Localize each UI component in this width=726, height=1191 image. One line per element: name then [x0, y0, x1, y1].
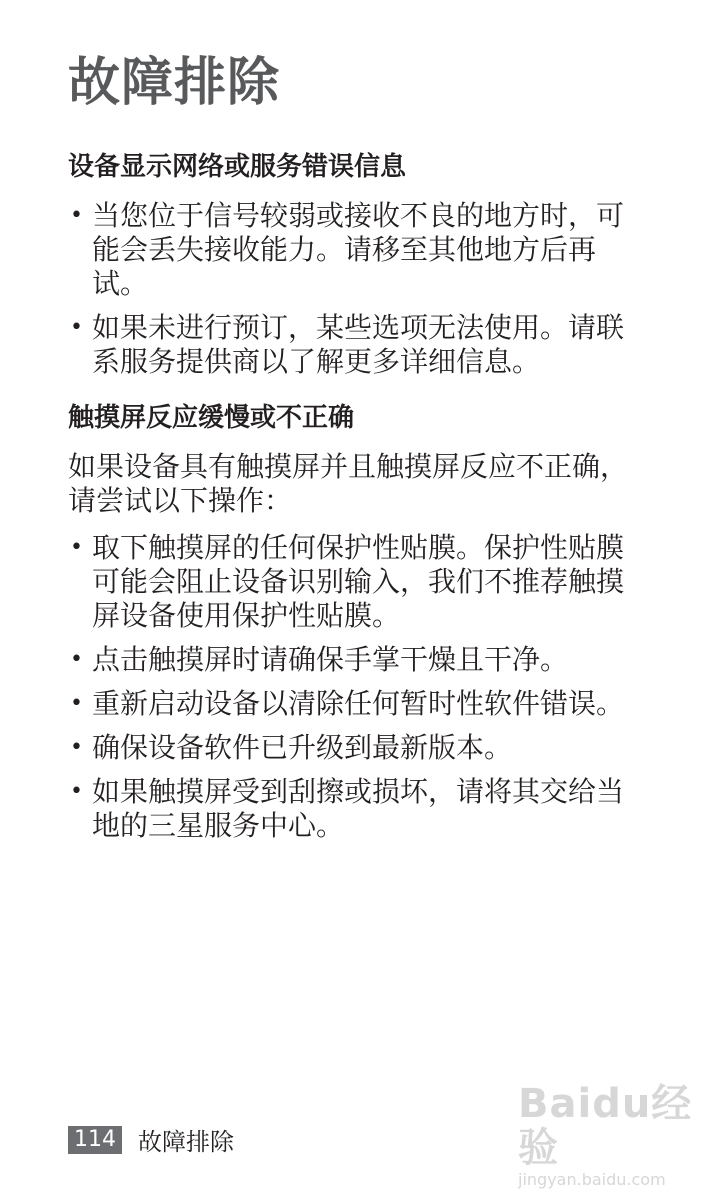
bullet-list-touchscreen: [68, 531, 648, 853]
list-item: [68, 687, 648, 721]
list-item: [68, 643, 648, 677]
page-footer: [68, 1122, 234, 1157]
bullet-list-network-error: [68, 199, 648, 389]
bullet-icon: •: [70, 735, 83, 760]
list-item-text: 取下触摸屏的任何保护性贴膜。保护性贴膜可能会阻止设备识别输入，我们不推荐触摸屏设备使用保护性贴膜。: [92, 531, 625, 632]
list-item-text: 如果触摸屏受到刮擦或损坏，请将其交给当地的三星服务中心。: [92, 775, 625, 842]
bullet-icon: •: [70, 691, 83, 716]
list-item: [68, 775, 648, 843]
watermark-url: jingyan.baidu.com: [518, 1170, 666, 1189]
watermark-logo: Baidu经验: [518, 1081, 693, 1171]
bullet-icon: •: [70, 647, 83, 672]
list-item: [68, 731, 648, 765]
list-item-text: 重新启动设备以清除任何暂时性软件错误。: [92, 687, 625, 720]
section-heading-touchscreen: 触摸屏反应缓慢或不正确: [68, 403, 355, 433]
list-item: [68, 311, 648, 379]
section-heading-network-error: 设备显示网络或服务错误信息: [68, 152, 407, 182]
intro-paragraph: 如果设备具有触摸屏并且触摸屏反应不正确，请尝试以下操作：: [68, 450, 629, 517]
bullet-icon: •: [70, 779, 83, 804]
page-title: 故障排除: [68, 53, 281, 113]
list-item-text: 如果未进行预订，某些选项无法使用。请联系服务提供商以了解更多详细信息。: [92, 311, 625, 378]
bullet-icon: •: [70, 535, 83, 560]
footer-title: 故障排除: [138, 1128, 234, 1156]
list-item-text: 当您位于信号较弱或接收不良的地方时，可能会丢失接收能力。请移至其他地方后再试。: [92, 199, 625, 300]
list-item-text: 确保设备软件已升级到最新版本。: [92, 731, 513, 764]
list-item-text: 点击触摸屏时请确保手掌干燥且干净。: [92, 643, 569, 676]
baidu-watermark: [518, 1081, 698, 1189]
page-number: 114: [68, 1126, 122, 1154]
list-item: [68, 199, 648, 301]
list-item: [68, 531, 648, 633]
bullet-icon: •: [70, 315, 83, 340]
bullet-icon: •: [70, 203, 83, 228]
